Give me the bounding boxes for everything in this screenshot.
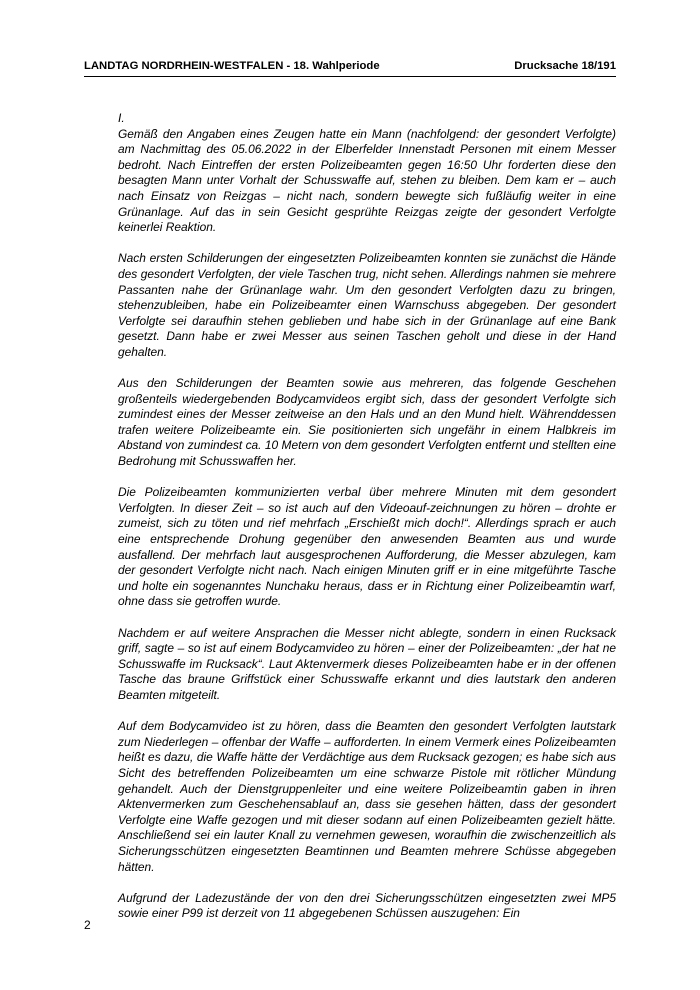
section-marker: I. xyxy=(118,111,125,125)
paragraph: Auf dem Bodycamvideo ist zu hören, dass die Beamten den gesondert Verfolgten lautstark zum Niederlegen – offenbar der Waffe – aufforderten. In einem Vermerk eines Polizeibeamten heißt es dazu, die Waffe hätte der Verdächtige aus dem Rucksack gezogen; es habe sich aus Sicht des betreffenden Polizeibeamten um eine schwarze Pistole mit rötlicher Mündung gehandelt. Auch der Dienstgruppenleiter und eine weitere Polizeibeamtin gaben in ihren Aktenvermerken zum Geschehensablauf an, dass sie gesehen hätten, dass der gesondert Verfolgte eine Waffe gezogen und mit dieser sodann auf einen Polizeibeamten gezielt hätte. Anschließend sei ein lauter Knall zu vernehmen gewesen, woraufhin die zwischenzeitlich als Sicherungsschützen eingesetzten Beamtinnen und Beamten mehrere Schüsse abgegeben hätten. xyxy=(118,719,616,874)
paragraph: Gemäß den Angaben eines Zeugen hatte ein Mann (nachfolgend: der gesondert Verfolgte) am Nachmittag des 05.06.2022 in der Elberfelder Innenstadt Personen mit einem Messer bedroht. Nach Eintreffen der ersten Polizeibeamten gegen 16:50 Uhr forderten diese den besagten Mann unter Vorhalt der Schusswaffe auf, stehen zu bleiben. Dem kam er – auch nach Einsatz von Reizgas – nicht nach, sondern bewegte sich fußläufig weiter in eine Grünanlage. Auf das in sein Gesicht gesprühte Reizgas zeigte der gesondert Verfolgte keinerlei Reaktion. xyxy=(118,126,616,235)
header-title: LANDTAG NORDRHEIN-WESTFALEN - 18. Wahlperiode xyxy=(84,60,380,72)
paragraph: Nachdem er auf weitere Ansprachen die Messer nicht ablegte, sondern in einen Rucksack griff, sagte – so ist auf einem Bodycamvideo zu hören – einer der Polizeibeamten: „der hat ne Schusswaffe im Rucksack“. Laut Aktenvermerk dieses Polizeibeamten habe er in der offenen Tasche das braune Griffstück einer Schusswaffe erkannt und dies lautstark den anderen Beamten mitgeteilt. xyxy=(118,625,616,702)
page-header xyxy=(84,60,616,77)
paragraph: Aus den Schilderungen der Beamten sowie aus mehreren, das folgende Geschehen großenteils wiedergebenden Bodycamvideos ergibt sich, dass der gesondert Verfolgte sich zumindest eines der Messer zeitweise an den Hals und an den Mund hielt. Währenddessen trafen weitere Polizeibeamte ein. Sie positionierten sich ungefähr in einem Halbkreis im Abstand von zumindest ca. 10 Metern von dem gesondert Verfolgten entfernt und stellten eine Bedrohung mit Schusswaffen her. xyxy=(118,376,616,469)
document-number: Drucksache 18/191 xyxy=(514,60,616,72)
document-body xyxy=(118,111,616,937)
paragraph: Nach ersten Schilderungen der eingesetzten Polizeibeamten konnten sie zunächst die Hände des gesondert Verfolgten, der viele Taschen trug, nicht sehen. Allerdings nahmen sie mehrere Passanten nahe der Grünanlage wahr. Um den gesondert Verfolgten dazu zu bringen, stehenzubleiben, habe ein Polizeibeamter einen Warnschuss abgegeben. Der gesondert Verfolgte sei daraufhin stehen geblieben und habe sich in der Grünanlage auf eine Bank gesetzt. Dann habe er zwei Messer aus seinen Taschen geholt und diese in der Hand gehalten. xyxy=(118,251,616,359)
paragraph: Aufgrund der Ladezustände der von den drei Sicherungsschützen eingesetzten zwei MP5 sowie einer P99 ist derzeit von 11 abgegebenen Schüssen auszugehen: Ein xyxy=(118,890,616,921)
paragraph: Die Polizeibeamten kommunizierten verbal über mehrere Minuten mit dem gesondert Verfolgten. In dieser Zeit – so ist auch auf den Videoauf-zeichnungen zu hören – drohte er zumeist, sich zu töten und rief mehrfach „Erschießt mich doch!“. Allerdings sprach er auch eine entsprechende Drohung gegenüber den anwesenden Beamten aus und wurde ausfallend. Der mehrfach laut ausgesprochenen Aufforderung, die Messer abzulegen, kam der gesondert Verfolgte nicht nach. Nach einigen Minuten griff er in eine mitgeführte Tasche und holte ein sogenanntes Nunchaku heraus, dass er in Richtung einer Polizeibeamtin warf, ohne dass sie getroffen wurde. xyxy=(118,485,616,609)
page-number: 2 xyxy=(84,918,91,932)
